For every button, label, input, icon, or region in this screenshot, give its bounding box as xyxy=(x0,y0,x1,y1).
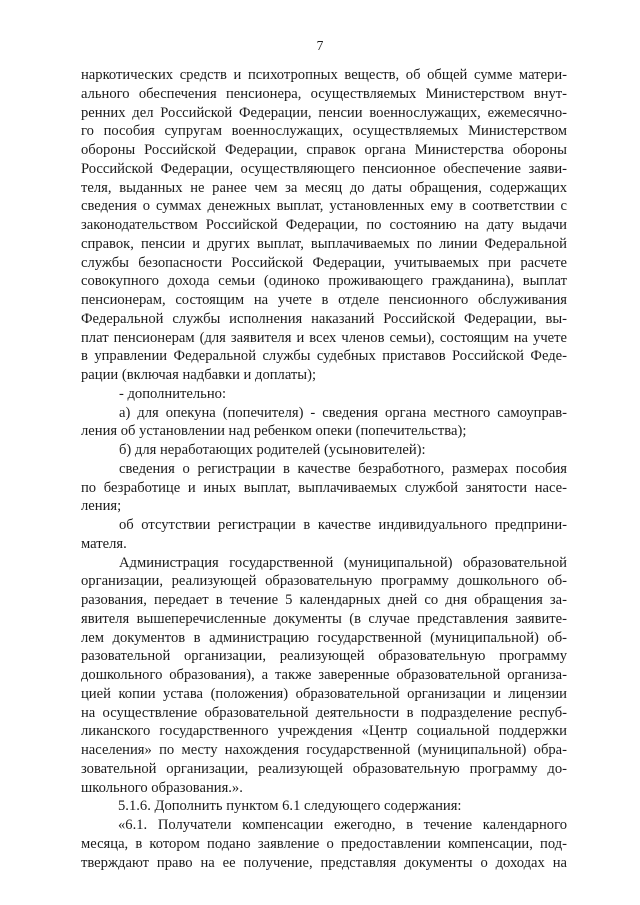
text-line: теля, выданных не ранее чем за месяц до даты обращения, содержащих xyxy=(81,179,567,196)
text-line: ального обеспечения пенсионера, осуществляемых Министерством внут- xyxy=(81,85,567,102)
text-line: тверждают право на ее получение, представляя документы о доходах на xyxy=(81,854,567,871)
text-line: - дополнительно: xyxy=(119,385,227,402)
text-line: на осуществление образовательной деятельности в подразделение респуб- xyxy=(81,704,567,721)
text-line: в управлении Федеральной службы судебных приставов Российской Феде- xyxy=(81,348,567,365)
text-line: б) для неработающих родителей (усыновителей): xyxy=(119,442,426,458)
text-line: цией копии устава (положения) образовательной организации и лицензии xyxy=(81,685,567,702)
text-line: сведения о суммах денежных выплат, установленных ему в соответствии с xyxy=(81,198,567,215)
text-line: организации, реализующей образовательную программу дошкольного об- xyxy=(81,573,567,590)
text-line: законодательством Российской Федерации, по состоянию на дату выдачи xyxy=(81,217,567,233)
text-line: плат пенсионерам (для заявителя и всех членов семьи), состоящим на учете xyxy=(81,329,567,346)
text-line: по безработице и иных выплат, выплачиваемых службой занятости насе- xyxy=(81,479,567,496)
page-number: 7 xyxy=(316,38,324,53)
text-line: ления; xyxy=(81,498,122,515)
text-line: об отсутствии регистрации в качестве индивидуального предприни- xyxy=(119,517,567,533)
text-line: дошкольного образования), а также заверенные образовательной организа- xyxy=(81,667,567,683)
text-line: справок, пенсии и других выплат, выплачиваемых по линии Федеральной xyxy=(81,235,567,252)
text-line: обороны Российской Федерации, справок органа Министерства обороны xyxy=(81,142,567,158)
text-line: службы безопасности Российской Федерации, учитываемых при расчете xyxy=(81,254,567,271)
text-line: ликанского государственного учреждения «Центр социальной поддержки xyxy=(81,723,567,740)
text-line: а) для опекуна (попечителя) - сведения органа местного самоуправ- xyxy=(119,404,567,421)
text-line: месяца, в котором подано заявление о предоставлении компенсации, под- xyxy=(81,835,567,852)
text-line: 5.1.6. Дополнить пунктом 6.1 следующего содержания: xyxy=(118,798,462,815)
text-line: рации (включая надбавки и доплаты); xyxy=(81,367,317,383)
text-line: го пособия супругам военнослужащих, осуществляемых Министерством xyxy=(81,123,567,140)
text-line: «6.1. Получатели компенсации ежегодно, в течение календарного xyxy=(118,817,567,833)
text-line: пенсионерам, состоящим на учете в отделе пенсионного обслуживания xyxy=(81,292,567,308)
text-line: лем документов в администрацию государственной (муниципальной) об- xyxy=(81,629,567,646)
text-line: Администрация государственной (муниципальной) образовательной xyxy=(119,554,567,571)
text-line: разования, передает в течение 5 календарных дней со дня обращения за- xyxy=(81,592,567,608)
text-line: явителя вышеперечисленные документы (в случае представления заявите- xyxy=(81,610,567,627)
text-line: ренних дел Российской Федерации, пенсии военнослужащих, ежемесячно- xyxy=(81,104,567,121)
text-line: Российской Федерации, осуществляющего пенсионное обеспечение заяви- xyxy=(81,160,567,177)
text-line: совокупного дохода семьи (одиноко проживающего гражданина), выплат xyxy=(81,273,567,290)
text-line: школьного образования.». xyxy=(81,779,243,796)
text-line: мателя. xyxy=(81,535,127,552)
text-line: Федеральной службы исполнения наказаний Российской Федерации, вы- xyxy=(81,310,567,327)
text-line: ления об установлении над ребенком опеки (попечительства); xyxy=(81,423,467,440)
text-line: сведения о регистрации в качестве безработного, размерах пособия xyxy=(119,460,567,477)
text-line: зовательной организации, реализующей образовательную программу до- xyxy=(81,760,567,777)
document-body xyxy=(81,66,567,872)
text-line: наркотических средств и психотропных веществ, об общей сумме матери- xyxy=(81,67,567,83)
text-line: населения» по месту нахождения государственной (муниципальной) обра- xyxy=(81,742,567,758)
text-line: разовательной организации, реализующей образовательную программу xyxy=(81,648,567,665)
